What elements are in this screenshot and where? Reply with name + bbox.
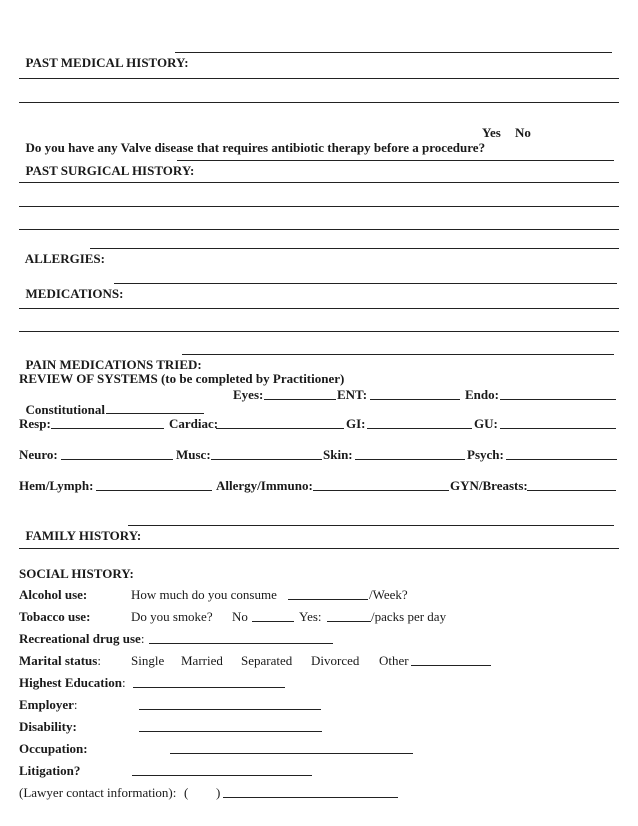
ros-heading: REVIEW OF SYSTEMS (to be completed by Practitioner) bbox=[19, 371, 345, 386]
alcohol-amount-field[interactable] bbox=[288, 599, 368, 600]
psh-field-line-1[interactable] bbox=[177, 160, 614, 161]
ros-allergy-field[interactable] bbox=[313, 490, 449, 491]
drug-field[interactable] bbox=[149, 643, 333, 644]
allergies-label: ALLERGIES: bbox=[24, 251, 105, 266]
marital-option-separated[interactable]: Separated bbox=[241, 653, 293, 668]
ros-neuro-field[interactable] bbox=[61, 459, 173, 460]
tobacco-question: Do you smoke? bbox=[131, 609, 213, 624]
ros-gu-field[interactable] bbox=[500, 428, 616, 429]
family-label: FAMILY HISTORY: bbox=[25, 528, 142, 543]
pmh-field-line-1[interactable] bbox=[175, 52, 612, 53]
marital-other-field[interactable] bbox=[411, 665, 491, 666]
medications-field-line-3[interactable] bbox=[19, 331, 619, 332]
marital-option-married[interactable]: Married bbox=[181, 653, 223, 668]
psh-field-line-2[interactable] bbox=[19, 182, 619, 183]
psh-field-line-4[interactable] bbox=[19, 229, 619, 230]
ros-row-1 bbox=[19, 387, 205, 417]
medications-field-line-2[interactable] bbox=[19, 308, 619, 309]
ros-cardiac-field[interactable] bbox=[216, 428, 344, 429]
employer-field[interactable] bbox=[139, 709, 321, 710]
ros-endo-label: Endo: bbox=[465, 387, 499, 402]
ros-hem-field[interactable] bbox=[96, 490, 212, 491]
education-row: Highest Education: bbox=[19, 675, 126, 690]
medications-label: MEDICATIONS: bbox=[25, 286, 124, 301]
pain-row bbox=[19, 342, 202, 372]
ros-gyn-field[interactable] bbox=[527, 490, 616, 491]
ros-allergy-label: Allergy/Immuno: bbox=[216, 478, 313, 493]
tobacco-unit: /packs per day bbox=[371, 609, 447, 624]
social-heading: SOCIAL HISTORY: bbox=[19, 566, 134, 581]
ros-eyes-field[interactable] bbox=[264, 399, 336, 400]
psh-label: PAST SURGICAL HISTORY: bbox=[25, 163, 195, 178]
family-field-line-1[interactable] bbox=[128, 525, 614, 526]
ros-resp-label: Resp: bbox=[19, 416, 51, 431]
disability-field[interactable] bbox=[139, 731, 322, 732]
pmh-field-line-2[interactable] bbox=[19, 78, 619, 79]
family-row bbox=[19, 513, 141, 543]
allergies-field-line[interactable] bbox=[90, 248, 619, 249]
marital-row: Marital status: bbox=[19, 653, 101, 668]
ros-psych-label: Psych: bbox=[467, 447, 504, 462]
pmh-field-line-3[interactable] bbox=[19, 102, 619, 103]
ros-ent-label: ENT: bbox=[337, 387, 368, 402]
occupation-field[interactable] bbox=[170, 753, 413, 754]
pain-label: PAIN MEDICATIONS TRIED: bbox=[25, 357, 202, 372]
ros-cardiac-label: Cardiac: bbox=[169, 416, 219, 431]
ros-constitutional-label: Constitutional bbox=[25, 402, 105, 417]
tobacco-yes-label: Yes: bbox=[299, 609, 322, 624]
tobacco-no-field[interactable] bbox=[252, 621, 294, 622]
ros-endo-field[interactable] bbox=[500, 399, 616, 400]
alcohol-unit: /Week? bbox=[369, 587, 408, 602]
litigation-label: Litigation? bbox=[19, 763, 81, 778]
tobacco-no-label: No bbox=[232, 609, 248, 624]
alcohol-question: How much do you consume bbox=[131, 587, 277, 602]
ros-hem-label: Hem/Lymph: bbox=[19, 478, 94, 493]
alcohol-label: Alcohol use: bbox=[19, 587, 88, 602]
ros-resp-field[interactable] bbox=[51, 428, 164, 429]
ros-neuro-label: Neuro: bbox=[19, 447, 58, 462]
marital-option-divorced[interactable]: Divorced bbox=[311, 653, 360, 668]
disability-label: Disability: bbox=[19, 719, 77, 734]
pmh-label: PAST MEDICAL HISTORY: bbox=[25, 55, 189, 70]
employer-row: Employer: bbox=[19, 697, 78, 712]
drug-row: Recreational drug use: bbox=[19, 631, 145, 646]
ros-gyn-label: GYN/Breasts: bbox=[450, 478, 528, 493]
family-field-line-2[interactable] bbox=[19, 548, 619, 549]
lawyer-field[interactable] bbox=[223, 797, 398, 798]
lawyer-close-paren: ) bbox=[216, 785, 221, 800]
lawyer-label: (Lawyer contact information): bbox=[19, 785, 177, 800]
ros-gi-label: GI: bbox=[346, 416, 366, 431]
lawyer-open-paren: ( bbox=[184, 785, 189, 800]
marital-option-other[interactable]: Other bbox=[379, 653, 409, 668]
ros-psych-field[interactable] bbox=[506, 459, 617, 460]
tobacco-label: Tobacco use: bbox=[19, 609, 91, 624]
education-field[interactable] bbox=[133, 687, 285, 688]
ros-gu-label: GU: bbox=[474, 416, 498, 431]
ros-gi-field[interactable] bbox=[367, 428, 472, 429]
allergies-row bbox=[19, 236, 105, 266]
valve-yes-option[interactable]: Yes bbox=[482, 125, 501, 140]
pain-field-line[interactable] bbox=[182, 354, 614, 355]
psh-field-line-3[interactable] bbox=[19, 206, 619, 207]
ros-skin-label: Skin: bbox=[323, 447, 353, 462]
occupation-label: Occupation: bbox=[19, 741, 88, 756]
ros-musc-label: Musc: bbox=[176, 447, 211, 462]
ros-eyes-label: Eyes: bbox=[233, 387, 264, 402]
valve-no-option[interactable]: No bbox=[515, 125, 531, 140]
tobacco-packs-field[interactable] bbox=[327, 621, 371, 622]
ros-skin-field[interactable] bbox=[355, 459, 465, 460]
medications-field-line-1[interactable] bbox=[114, 283, 617, 284]
pmh-row bbox=[19, 40, 189, 70]
medications-row bbox=[19, 271, 124, 301]
psh-row bbox=[19, 148, 194, 178]
ros-ent-field[interactable] bbox=[370, 399, 460, 400]
marital-option-single[interactable]: Single bbox=[131, 653, 165, 668]
ros-musc-field[interactable] bbox=[211, 459, 322, 460]
ros-constitutional-field[interactable] bbox=[106, 402, 204, 414]
litigation-field[interactable] bbox=[132, 775, 312, 776]
valve-question: Do you have any Valve disease that requires antibiotic therapy before a procedure? bbox=[25, 140, 486, 155]
